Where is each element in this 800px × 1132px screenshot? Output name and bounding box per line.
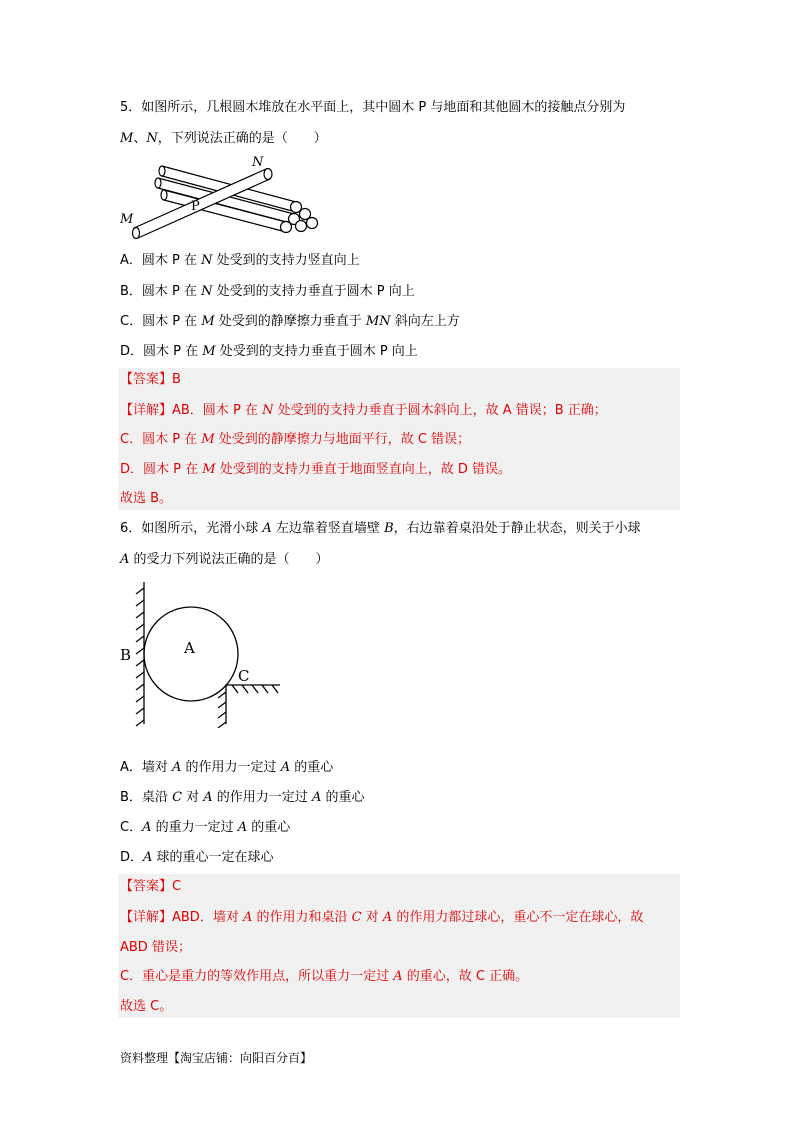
q6-answer: 【答案】C	[120, 879, 182, 894]
log-p	[134, 169, 270, 238]
q6-ball-figure	[114, 578, 284, 728]
q5-detail-2: C．圆木 P 在 M 处受到的静摩擦力与地面平行，故 C 错误；	[120, 432, 471, 447]
label-n: N	[252, 155, 264, 170]
q5-option-b: B．圆木 P 在 N 处受到的支持力垂直于圆木 P 向上	[120, 284, 415, 299]
q6-option-a: A．墙对 A 的作用力一定过 A 的重心	[120, 760, 334, 775]
q5-option-c: C．圆木 P 在 M 处受到的静摩擦力垂直于 MN 斜向左上方	[120, 314, 460, 329]
q6-stem-line-2: A 的受力下列说法正确的是（ ）	[120, 552, 329, 567]
log-end-circle	[296, 221, 307, 232]
q6-option-c: C．A 的重力一定过 A 的重心	[120, 820, 291, 835]
q6-option-b: B．桌沿 C 对 A 的作用力一定过 A 的重心	[120, 790, 365, 805]
q6-detail-1: 【详解】ABD．墙对 A 的作用力和桌沿 C 对 A 的作用力都过球心，重心不一定在球心，故	[120, 910, 644, 925]
q5-detail-1: 【详解】AB．圆木 P 在 N 处受到的支持力垂直于圆木斜向上，故 A 错误；B 正确；	[120, 403, 607, 418]
q5-option-a: A．圆木 P 在 N 处受到的支持力竖直向上	[120, 253, 360, 268]
q5-logs-figure	[118, 152, 328, 244]
log-end-circle	[307, 218, 318, 229]
q5-stem-line-2: M、N，下列说法正确的是（ ）	[120, 131, 327, 146]
q5-conclusion: 故选 B。	[120, 491, 173, 506]
label-p: P	[191, 199, 200, 214]
log-end-circle	[281, 222, 292, 233]
page-footer: 资料整理【淘宝店铺：向阳百分百】	[120, 1051, 313, 1065]
q5-stem-line-1: 5．如图所示，几根圆木堆放在水平面上，其中圆木 P 与地面和其他圆木的接触点分别为	[120, 100, 626, 115]
logs-diagram	[118, 152, 328, 244]
q6-detail-2: ABD 错误；	[120, 940, 191, 955]
q5-detail-3: D．圆木 P 在 M 处受到的支持力垂直于地面竖直向上，故 D 错误。	[120, 462, 511, 477]
ball-wall-diagram	[114, 578, 284, 728]
q6-conclusion: 故选 C。	[120, 999, 173, 1014]
label-a: A	[184, 639, 195, 657]
label-c: C	[238, 667, 250, 685]
q6-option-d: D．A 球的重心一定在球心	[120, 850, 274, 865]
q5-option-d: D．圆木 P 在 M 处受到的支持力垂直于圆木 P 向上	[120, 344, 418, 359]
q6-detail-3: C．重心是重力的等效作用点，所以重力一定过 A 的重心，故 C 正确。	[120, 969, 529, 984]
label-b: B	[120, 646, 132, 664]
q6-stem-line-1: 6．如图所示，光滑小球 A 左边靠着竖直墙壁 B，右边靠着桌沿处于静止状态，则关于小球	[120, 521, 641, 536]
q5-answer: 【答案】B	[120, 372, 181, 387]
q6-answer-panel	[118, 874, 680, 1018]
label-m: M	[120, 212, 134, 227]
